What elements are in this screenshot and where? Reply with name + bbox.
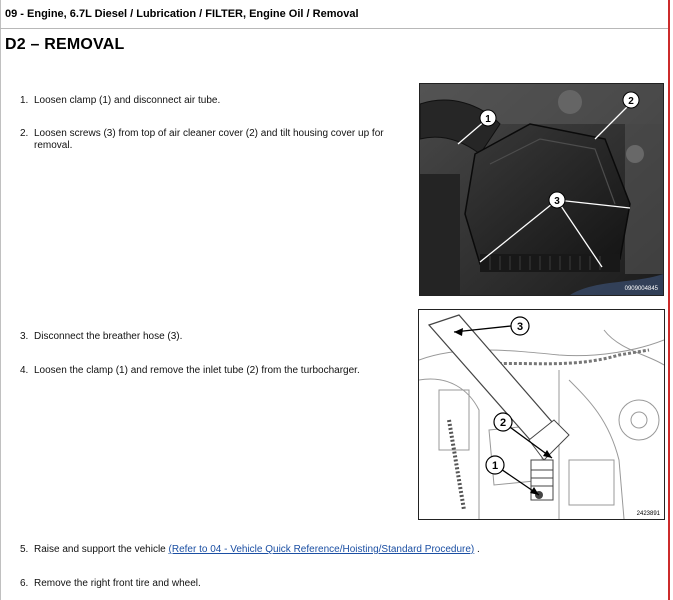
step-4 [20, 365, 400, 377]
step-text: Remove the right front tire and wheel. [34, 578, 201, 589]
svg-text:1: 1 [491, 460, 499, 472]
left-frame-border [0, 0, 1, 600]
step-2 [20, 128, 400, 152]
step-3 [20, 331, 400, 343]
svg-text:3: 3 [516, 321, 524, 333]
drawing-code: 2423891 [636, 511, 660, 517]
photo-callout-3 [549, 192, 565, 208]
svg-text:2: 2 [628, 96, 634, 107]
step-text: Loosen screws (3) from top of air cleaner cover (2) and tilt housing cover up for [34, 128, 384, 139]
svg-text:3: 3 [554, 196, 560, 207]
drawing-callout-3 [511, 317, 529, 335]
step-text: Disconnect the breather hose (3). [34, 331, 183, 342]
step-text: Raise and support the vehicle [34, 544, 166, 555]
breadcrumb: 09 - Engine, 6.7L Diesel / Lubrication / FILTER, Engine Oil / Removal [5, 8, 359, 20]
svg-text:1: 1 [485, 114, 491, 125]
step-text: Loosen clamp (1) and disconnect air tube. [34, 95, 221, 106]
svg-text:2: 2 [499, 417, 507, 429]
air-cleaner-photo [419, 83, 664, 296]
inlet-tube-illustration [419, 310, 664, 519]
step-number: 5. [20, 544, 29, 555]
photo-callout-2 [623, 92, 639, 108]
drawing-callout-1 [486, 456, 504, 474]
drawing-callout-2 [494, 413, 512, 431]
step-text: Loosen the clamp (1) and remove the inlet tube (2) from the turbocharger. [34, 365, 360, 376]
step-1 [20, 95, 400, 107]
header-divider [0, 28, 668, 29]
procedure-reference-link[interactable]: (Refer to 04 - Vehicle Quick Reference/Hoisting/Standard Procedure) [168, 544, 475, 555]
step-number: 6. [20, 578, 29, 589]
step-number: 3. [20, 331, 29, 342]
inlet-tube-drawing [418, 309, 665, 520]
step-text-continued: removal. [34, 140, 73, 151]
photo-callout-1 [480, 110, 496, 126]
step-number: 1. [20, 95, 29, 106]
right-frame-border [668, 0, 670, 600]
step-number: 4. [20, 365, 29, 376]
step-number: 2. [20, 128, 29, 139]
step-6 [20, 578, 400, 590]
step-5 [20, 544, 490, 556]
page-title: D2 – REMOVAL [5, 36, 125, 53]
step-text-end: . [477, 544, 480, 555]
photo-code: 0909004845 [624, 286, 658, 292]
air-cleaner-illustration [420, 84, 663, 295]
